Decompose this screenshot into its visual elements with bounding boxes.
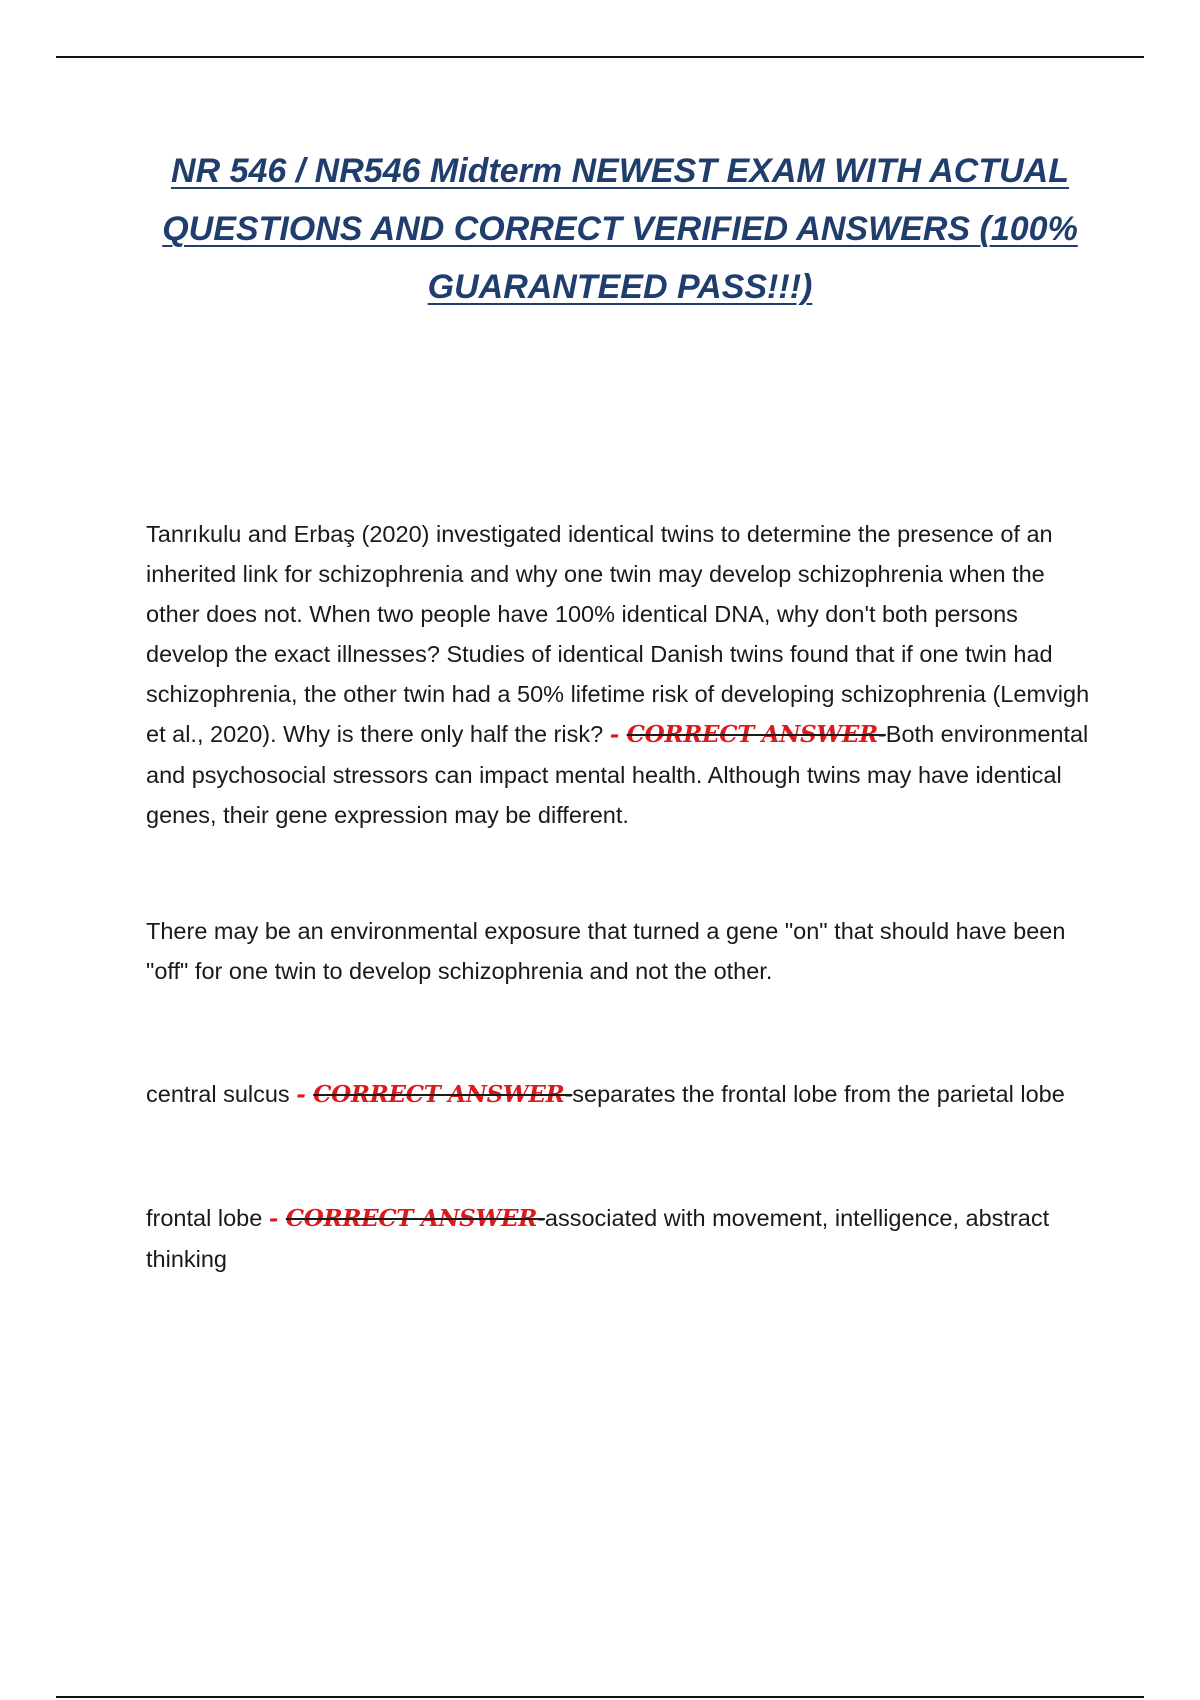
- qa-item: [146, 514, 1096, 835]
- answer-dash: -: [564, 1081, 573, 1107]
- answer-dash: -: [877, 721, 886, 747]
- top-rule: [56, 56, 1144, 58]
- answer-text: Both environmental and psychosocial stressors can impact mental health. Although twins may have identical genes, their gene expression may be different.: [146, 721, 1089, 828]
- question-text: frontal lobe: [146, 1205, 269, 1231]
- answer-text: associated with movement, intelligence, abstract thinking: [146, 1205, 1050, 1272]
- qa-item: [146, 1074, 1096, 1115]
- qa-item: [146, 1198, 1096, 1279]
- correct-answer-label: CORRECT ANSWER: [285, 1205, 538, 1232]
- answer-separator: -: [268, 1205, 286, 1232]
- correct-answer-label: CORRECT ANSWER: [626, 721, 878, 748]
- answer-separator: -: [609, 721, 627, 748]
- answer-dash: -: [537, 1205, 545, 1231]
- correct-answer-label: CORRECT ANSWER: [313, 1081, 565, 1108]
- answer-text: separates the frontal lobe from the parietal lobe: [572, 1081, 1065, 1107]
- question-text: Tanrıkulu and Erbaş (2020) investigated identical twins to determine the presence of an inherited link for schizophrenia and why one twin may develop schizophrenia when the other does not. When two people have 100% identical DNA, why don't both persons develop the exact illnesses? Studies of identical Danish twins found that if one twin had schizophrenia, the other twin had a 50% lifetime risk of developing schizophrenia (Lemvigh et al., 2020). Why is there only half the risk?: [146, 521, 1090, 747]
- answer-continuation: There may be an environmental exposure that turned a gene "on" that should have been "off" for one twin to develop schizophrenia and not the other.: [146, 918, 1066, 984]
- bottom-rule: [56, 1696, 1144, 1698]
- document-body: [146, 514, 1096, 1279]
- question-text: central sulcus: [146, 1081, 297, 1107]
- document-title: NR 546 / NR546 Midterm NEWEST EXAM WITH ACTUAL QUESTIONS AND CORRECT VERIFIED ANSWERS (100% GUARANTEED PASS!!!): [162, 152, 1078, 306]
- answer-separator: -: [296, 1081, 314, 1108]
